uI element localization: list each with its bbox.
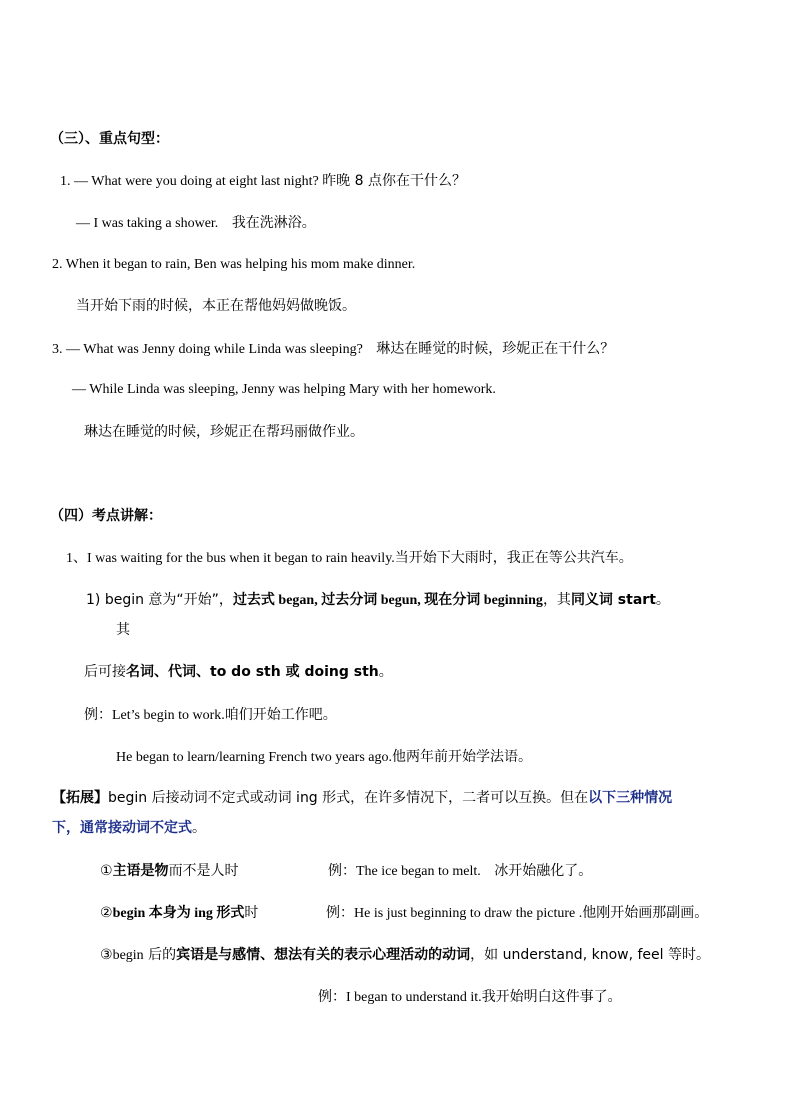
sentence-2-translation: 当开始下雨的时候，本正在帮他妈妈做晚饭。 bbox=[76, 298, 356, 314]
example-label: 例： bbox=[318, 989, 346, 1005]
example-label: 例： bbox=[328, 863, 356, 879]
example-2 bbox=[116, 747, 532, 768]
case-condition-rest: 而不是人时 bbox=[168, 863, 239, 879]
begin-forms-line bbox=[86, 590, 670, 611]
case-2 bbox=[100, 903, 258, 924]
example-1 bbox=[84, 705, 337, 726]
case-2-example bbox=[326, 903, 708, 924]
extension-line-1 bbox=[52, 788, 672, 809]
example-3 bbox=[318, 987, 622, 1008]
example-label: 例： bbox=[84, 707, 112, 723]
sentence-en: 2. When it began to rain, Ben was helping his mom make dinner. bbox=[52, 257, 416, 272]
sentence-3-answer bbox=[72, 380, 496, 400]
sentence-en: — While Linda was sleeping, Jenny was helping Mary with her homework. bbox=[72, 382, 496, 397]
case-number: ② bbox=[100, 905, 113, 921]
case-condition: begin 本身为 ing 形式 bbox=[112, 906, 245, 921]
sentence-cn: 昨晚 8 点你在干什么？ bbox=[322, 173, 466, 189]
case-condition-rest: 时 bbox=[244, 905, 259, 921]
sentence-en: 3. — What was Jenny doing while Linda was sleeping? bbox=[52, 342, 363, 357]
sentence-en: — I was taking a shower. bbox=[76, 216, 219, 231]
sentence-3-translation: 琳达在睡觉的时候，珍妮正在帮玛丽做作业。 bbox=[84, 424, 364, 440]
example-cn: 咱们开始工作吧。 bbox=[224, 707, 337, 723]
text-fragment: 。 bbox=[655, 592, 670, 608]
example-cn: 他刚开始画那副画。 bbox=[582, 905, 709, 921]
case-1 bbox=[100, 861, 239, 882]
case-number: ① bbox=[100, 863, 113, 879]
example-en: I began to understand it. bbox=[346, 990, 482, 1005]
sentence-cn: 我在洗淋浴。 bbox=[231, 215, 316, 231]
text-fragment: 。 bbox=[192, 820, 206, 836]
sentence-cn: 当开始下大雨时，我正在等公共汽车。 bbox=[394, 550, 633, 566]
text-fragment: 后可接 bbox=[84, 664, 126, 680]
sentence-en: 1. — What were you doing at eight last night? bbox=[60, 174, 319, 189]
point-1-sentence bbox=[66, 548, 633, 569]
begin-usage-line bbox=[84, 662, 393, 683]
example-cn: 我开始明白这件事了。 bbox=[481, 989, 622, 1005]
sentence-1-answer bbox=[76, 213, 316, 234]
example-en: He began to learn/learning French two years ago. bbox=[116, 750, 393, 765]
case-1-example bbox=[328, 861, 592, 882]
example-en: He is just beginning to draw the picture . bbox=[354, 906, 583, 921]
synonym: 同义词 start bbox=[570, 592, 656, 608]
case-condition: 宾语是与感情、想法有关的表示心理活动的动词 bbox=[176, 947, 471, 963]
wrapped-char: 其 bbox=[116, 622, 130, 638]
extension-text: begin 后接动词不定式或动词 ing 形式，在许多情况下，二者可以互换。但在 bbox=[108, 790, 589, 806]
text-fragment: ，其 bbox=[542, 592, 571, 608]
extension-tag: 【拓展】 bbox=[52, 790, 108, 806]
example-en: The ice began to melt. bbox=[356, 864, 481, 879]
usage-objects: 名词、代词、to do sth 或 doing sth bbox=[126, 664, 379, 680]
case-3 bbox=[100, 945, 710, 966]
example-cn: 他两年前开始学法语。 bbox=[392, 749, 533, 765]
begin-meaning: 1) begin 意为“开始”， bbox=[86, 592, 233, 608]
sentence-3-question bbox=[52, 339, 614, 360]
extension-line-2 bbox=[52, 818, 206, 839]
extension-highlight: 下，通常接动词不定式 bbox=[52, 820, 192, 836]
case-condition-rest: ，如 understand, know, feel 等时。 bbox=[470, 947, 710, 963]
section3-heading: （三）、重点句型： bbox=[50, 131, 169, 147]
extension-highlight: 以下三种情况 bbox=[588, 790, 673, 806]
section4-heading: （四）考点讲解： bbox=[50, 508, 162, 524]
example-cn: 冰开始融化了。 bbox=[494, 863, 593, 879]
example-label: 例： bbox=[326, 905, 354, 921]
sentence-cn: 琳达在睡觉的时候，珍妮正在干什么？ bbox=[376, 341, 615, 357]
text-fragment: 。 bbox=[378, 664, 393, 680]
example-en: Let’s begin to work. bbox=[112, 708, 225, 723]
case-word: begin bbox=[112, 948, 144, 963]
sentence-2 bbox=[52, 255, 415, 275]
sentence-en: 1、I was waiting for the bus when it began to rain heavily. bbox=[66, 551, 395, 566]
text-fragment: 后的 bbox=[143, 947, 177, 963]
begin-forms: 过去式 began, 过去分词 begun, 现在分词 beginning bbox=[232, 593, 543, 608]
sentence-1-question bbox=[60, 171, 466, 192]
case-number: ③ bbox=[100, 947, 113, 963]
case-condition: 主语是物 bbox=[112, 863, 169, 879]
